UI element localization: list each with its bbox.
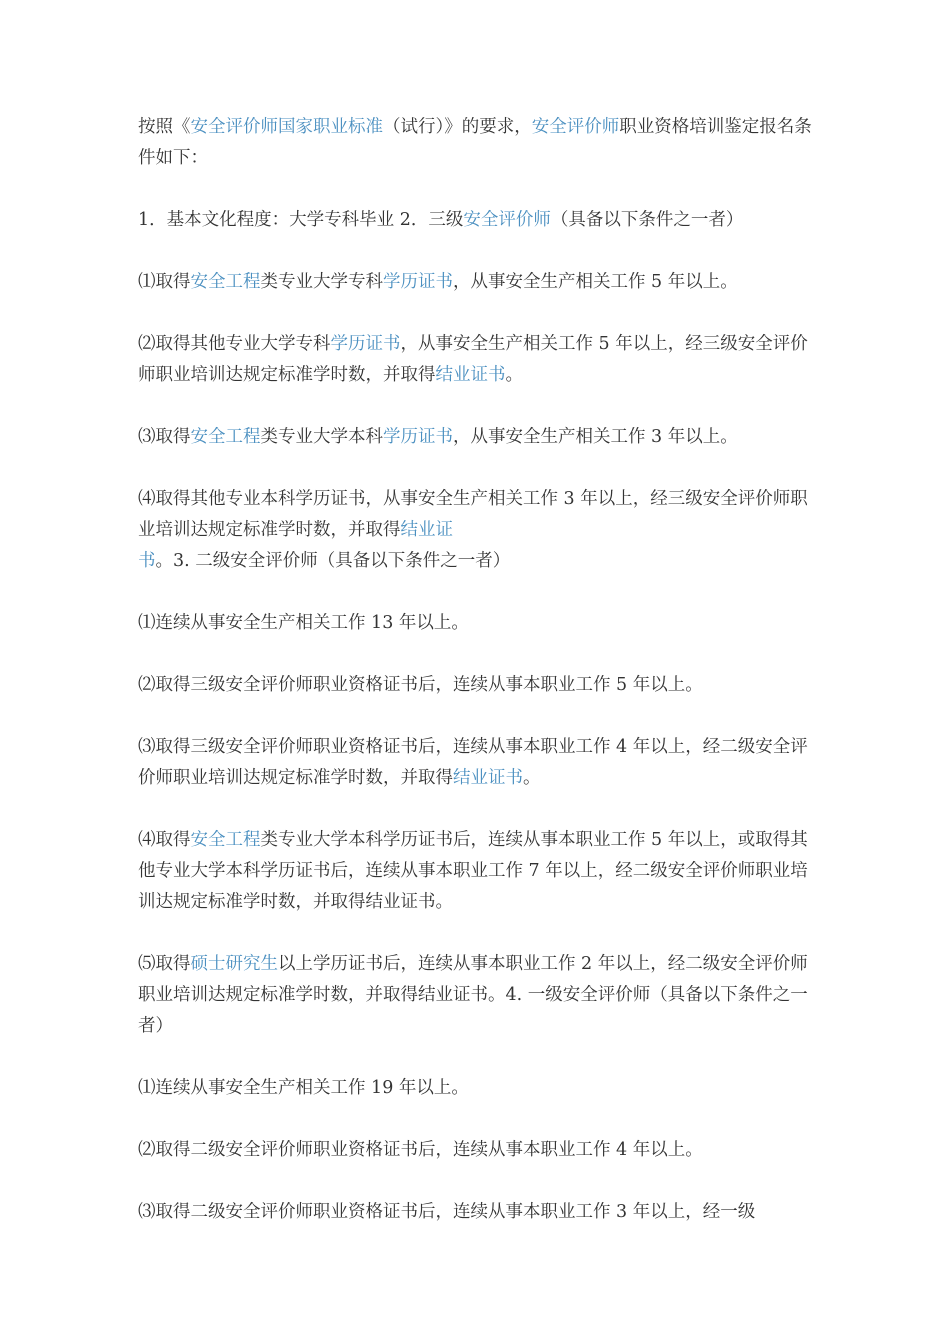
text-run: ⑴连续从事安全生产相关工作 13 年以上。 <box>138 613 469 633</box>
text-run: 以上学历证书后，连续从事本职业工作 2 年以上，经二级安全评价师职业培训达规定标准学时数，并取得结业证书。4. 一级安全评价师（具备以下条件之一者） <box>138 954 808 1036</box>
text-run: ⑵取得三级安全评价师职业资格证书后，连续从事本职业工作 5 年以上。 <box>138 675 703 695</box>
paragraph <box>138 670 822 701</box>
inline-link[interactable]: 安全评价师 <box>531 117 620 137</box>
paragraph <box>138 422 822 453</box>
paragraph <box>138 825 822 918</box>
document-body <box>138 112 822 1259</box>
paragraph <box>138 267 822 298</box>
text-run: ⑵取得二级安全评价师职业资格证书后，连续从事本职业工作 4 年以上。 <box>138 1140 703 1160</box>
paragraph <box>138 112 822 174</box>
text-run: ⑶取得三级安全评价师职业资格证书后，连续从事本职业工作 4 年以上，经二级安全评价师职业培训达规定标准学时数，并取得 <box>138 737 808 788</box>
text-run: ⑶取得二级安全评价师职业资格证书后，连续从事本职业工作 3 年以上，经一级 <box>138 1202 756 1222</box>
text-run: 类专业大学本科 <box>260 427 383 447</box>
paragraph <box>138 608 822 639</box>
inline-link[interactable]: 学历证书 <box>383 427 453 447</box>
paragraph <box>138 205 822 236</box>
inline-link[interactable]: 安全评价师 <box>463 210 551 230</box>
inline-link[interactable]: 学历证书 <box>383 272 453 292</box>
text-run: ，从事安全生产相关工作 3 年以上。 <box>453 427 738 447</box>
text-run: ⑶取得 <box>138 427 191 447</box>
text-run: ⑷取得 <box>138 830 191 850</box>
text-run: ⑴取得 <box>138 272 191 292</box>
text-run: ⑷取得其他专业本科学历证书，从事安全生产相关工作 3 年以上，经三级安全评价师职业培训达规定标准学时数，并取得 <box>138 489 808 540</box>
inline-link[interactable]: 结业证书 <box>138 520 453 571</box>
text-run: 类专业大学本科学历证书后，连续从事本职业工作 5 年以上，或取得其他专业大学本科学历证书后，连续从事本职业工作 7 年以上，经二级安全评价师职业培训达规定标准学时数，并取得结业证书。 <box>138 830 808 912</box>
paragraph <box>138 732 822 794</box>
inline-link[interactable]: 结业证书 <box>435 365 506 385</box>
text-run: 1．基本文化程度：大学专科毕业 2．三级 <box>138 210 464 230</box>
text-run: 按照《 <box>138 117 191 137</box>
text-run: （试行）》的要求， <box>383 117 532 137</box>
inline-link[interactable]: 学历证书 <box>330 334 401 354</box>
text-run: （具备以下条件之一者） <box>550 210 744 230</box>
text-run: ⑸取得 <box>138 954 191 974</box>
paragraph <box>138 484 822 577</box>
text-run: ⑵取得其他专业大学专科 <box>138 334 331 354</box>
paragraph <box>138 329 822 391</box>
paragraph <box>138 1197 822 1228</box>
inline-link[interactable]: 安全工程 <box>190 830 261 850</box>
text-run: 。 <box>523 768 541 788</box>
text-run: 。3. 二级安全评价师（具备以下条件之一者） <box>155 551 511 571</box>
text-run: ⑴连续从事安全生产相关工作 19 年以上。 <box>138 1078 469 1098</box>
paragraph <box>138 1073 822 1104</box>
inline-link[interactable]: 结业证书 <box>453 768 523 788</box>
paragraph <box>138 949 822 1042</box>
text-run: 。 <box>505 365 523 385</box>
text-run: ，从事安全生产相关工作 5 年以上，经三级安全评价师职业培训达规定标准学时数，并取得 <box>138 334 808 385</box>
paragraph <box>138 1135 822 1166</box>
inline-link[interactable]: 硕士研究生 <box>190 954 278 974</box>
inline-link[interactable]: 安全工程 <box>190 272 261 292</box>
text-run: 职业资格培训鉴定报名条件如下： <box>138 117 812 168</box>
inline-link[interactable]: 安全评价师国家职业标准 <box>190 117 383 137</box>
text-run: 类专业大学专科 <box>260 272 383 292</box>
text-run: ，从事安全生产相关工作 5 年以上。 <box>453 272 738 292</box>
inline-link[interactable]: 安全工程 <box>190 427 261 447</box>
